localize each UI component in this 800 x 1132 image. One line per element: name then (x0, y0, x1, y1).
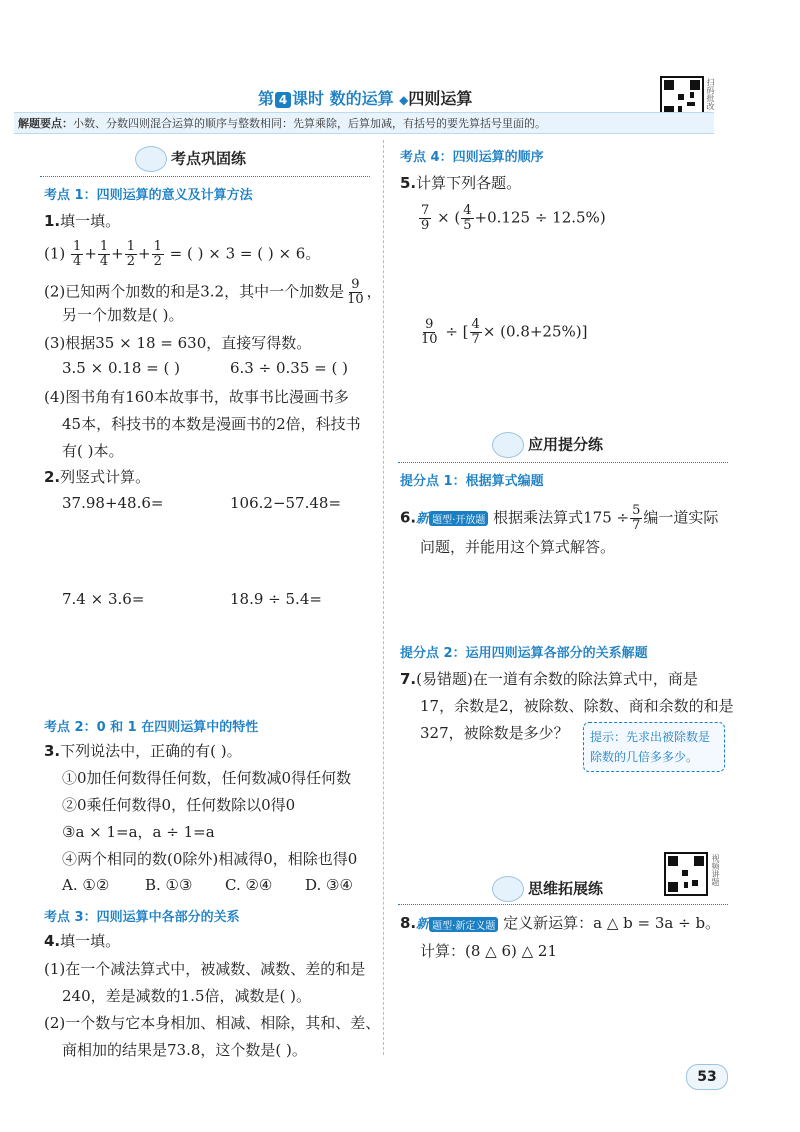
knowledge-point-1: 考点 1：四则运算的意义及计算方法 (44, 188, 253, 203)
denominator: 10 (347, 292, 364, 307)
q-text: 填一填。 (60, 212, 121, 230)
denominator: 5 (463, 218, 472, 233)
fraction (345, 278, 366, 307)
question-6 (400, 504, 718, 533)
title-suffix: 四则运算 (408, 89, 473, 108)
q-text: 计算下列各题。 (416, 174, 522, 192)
q-text: (易错题)在一道有余数的除法算式中，商是 (416, 670, 698, 688)
numerator: 1 (153, 239, 162, 254)
video-label: 视频讲题 (711, 854, 720, 886)
expression-5a[interactable] (418, 204, 606, 233)
numerator: 1 (99, 239, 109, 254)
calc-c[interactable]: 7.4 × 3.6= (62, 590, 145, 608)
q-text: (2)已知两个加数的和是3.2，其中一个加数是 (44, 282, 345, 301)
knowledge-point-4: 考点 4：四则运算的顺序 (400, 150, 544, 165)
title-prefix: 第 (258, 89, 275, 108)
question-4-1-a: (1)在一个减法算式中，被减数、减数、差的和是 (44, 960, 366, 978)
numerator: 4 (463, 203, 472, 218)
answer-blank[interactable]: = ( ) × 3 = ( ) × 6。 (169, 244, 321, 263)
question-1-3-c[interactable]: 6.3 ÷ 0.35 = ( ) (230, 359, 348, 377)
denominator: 10 (421, 332, 438, 347)
q-text: 根据乘法算式175 ÷ (493, 508, 630, 527)
question-4-2-a: (2)一个数与它本身相加、相减、相除，其和、差、 (44, 1014, 381, 1032)
arrow-icon: ◆ (399, 93, 409, 107)
statement-2: ②0乘任何数得0，任何数除以0得0 (62, 796, 296, 814)
denominator: 4 (99, 254, 109, 269)
qr-label: 扫码批改 (706, 78, 715, 110)
section-title-text: 考点巩固练 (171, 149, 247, 168)
question-6-b: 问题，并能用这个算式解答。 (420, 538, 616, 556)
expression-5b[interactable] (418, 318, 587, 347)
page-title (258, 86, 472, 109)
question-1-2-b[interactable]: 另一个加数是( )。 (62, 306, 184, 324)
column-divider (383, 140, 384, 1055)
fraction (98, 240, 110, 269)
hint-line-2: 除数的几倍多多少。 (590, 750, 699, 764)
knowledge-point-2: 考点 2：0 和 1 在四则运算中的特性 (44, 720, 259, 735)
tips-label: 解题要点： (18, 117, 73, 130)
denominator: 2 (126, 254, 136, 269)
q-text-2: 编一道实际 (643, 508, 719, 527)
question-7 (400, 668, 698, 689)
tips (18, 115, 546, 131)
question-type-tag: 题型·开放题 (429, 511, 488, 526)
denominator: 2 (153, 254, 162, 269)
q-number: 4. (44, 932, 61, 950)
plus: + (84, 244, 97, 263)
improve-point-2: 提分点 2：运用四则运算各部分的关系解题 (400, 646, 648, 661)
section-title-text: 应用提分练 (528, 435, 604, 454)
operator: × ( (437, 208, 461, 227)
question-1-3-b[interactable]: 3.5 × 0.18 = ( ) (62, 359, 180, 377)
q-text: 列竖式计算。 (60, 468, 151, 486)
expression-tail: +0.125 ÷ 12.5%) (474, 208, 606, 227)
q-text: 定义新运算：a △ b = 3a ÷ b。 (503, 914, 721, 932)
question-8 (400, 912, 720, 933)
question-7-c: 327，被除数是多少？ (420, 724, 569, 742)
question-7-b: 17，余数是2，被除数、除数、商和余数的和是 (420, 697, 734, 715)
question-1 (44, 210, 120, 231)
statement-3: ③a × 1=a，a ÷ 1=a (62, 823, 215, 841)
hint-line-1: 提示：先求出被除数是 (590, 730, 711, 744)
new-badge: 新 (416, 511, 430, 527)
tips-text: 小数、分数四则混合运算的顺序与整数相同：先算乘除，后算加减，有括号的要先算括号里面的。 (73, 117, 546, 130)
divider (398, 904, 728, 905)
option-c[interactable]: C. ②④ (225, 876, 273, 894)
plus: + (111, 244, 124, 263)
fraction (461, 204, 473, 233)
option-a[interactable]: A. ①② (62, 876, 110, 894)
question-1-1 (44, 240, 320, 269)
question-3 (44, 740, 242, 761)
video-qr-code[interactable] (664, 852, 708, 896)
mascot-icon (492, 432, 524, 458)
question-2 (44, 466, 150, 487)
denominator: 7 (632, 518, 641, 533)
q-number: 6. (400, 508, 417, 527)
plus: + (138, 244, 151, 263)
statement-1: ①0加任何数得任何数，任何数减0得任何数 (62, 769, 352, 787)
knowledge-point-3: 考点 3：四则运算中各部分的关系 (44, 910, 240, 925)
fraction (419, 204, 431, 233)
question-1-4-b: 45本，科技书的本数是漫画书的2倍，科技书 (62, 415, 361, 433)
title-mid: 课时 数的运算 (292, 89, 394, 108)
expression-tail: × (0.8+25%)] (482, 322, 588, 341)
q-text[interactable]: 下列说法中，正确的有( )。 (60, 742, 242, 760)
fraction (125, 240, 137, 269)
calc-a[interactable]: 37.98+48.6= (62, 494, 164, 512)
numerator: 9 (425, 317, 434, 332)
q-number: 5. (400, 174, 417, 192)
option-b[interactable]: B. ①③ (145, 876, 193, 894)
question-4-1-b[interactable]: 240，差是减数的1.5倍，减数是( )。 (62, 987, 311, 1005)
question-5 (400, 172, 521, 193)
fraction (152, 240, 164, 269)
question-type-tag: 题型·新定义题 (429, 917, 498, 932)
q-number: 8. (400, 914, 417, 932)
operator: ÷ [ (445, 322, 469, 341)
numerator: 5 (632, 503, 641, 518)
mascot-icon (135, 146, 167, 172)
q-number: 1. (44, 212, 61, 230)
comma: ， (366, 282, 382, 301)
statement-4: ④两个相同的数(0除外)相减得0，相除也得0 (62, 850, 358, 868)
fraction (71, 240, 83, 269)
q-text: 填一填。 (60, 932, 121, 950)
numerator: 4 (471, 317, 480, 332)
numerator: 9 (351, 277, 360, 292)
mascot-icon (492, 876, 524, 902)
fraction (470, 318, 482, 347)
fraction (419, 318, 440, 347)
denominator: 7 (471, 332, 480, 347)
section-title-text: 思维拓展练 (528, 879, 604, 898)
question-1-2 (44, 278, 382, 307)
q-number: 3. (44, 742, 61, 760)
q-number: 7. (400, 670, 417, 688)
divider (398, 462, 728, 463)
question-8-b[interactable]: 计算：(8 △ 6) △ 21 (420, 942, 558, 960)
numerator: 1 (73, 239, 82, 254)
q-number: 2. (44, 468, 61, 486)
question-4 (44, 930, 120, 951)
numerator: 1 (126, 239, 136, 254)
question-4-2-b[interactable]: 商相加的结果是73.8，这个数是( )。 (62, 1041, 307, 1059)
section-title-consolidate (135, 146, 246, 172)
question-1-4-c[interactable]: 有( )本。 (62, 442, 124, 460)
denominator: 4 (73, 254, 82, 269)
item-index: (1) (44, 244, 66, 263)
numerator: 7 (421, 203, 430, 218)
denominator: 9 (421, 218, 430, 233)
section-title-extend (492, 876, 603, 902)
fraction (630, 504, 642, 533)
new-badge: 新 (416, 917, 430, 932)
section-title-apply (492, 432, 603, 458)
improve-point-1: 提分点 1：根据算式编题 (400, 474, 544, 489)
question-1-3: (3)根据35 × 18 = 630，直接写得数。 (44, 334, 312, 352)
lesson-number: 4 (275, 92, 291, 108)
option-d[interactable]: D. ③④ (305, 876, 353, 894)
calc-d[interactable]: 18.9 ÷ 5.4= (230, 590, 322, 608)
question-1-4-a: (4)图书角有160本故事书，故事书比漫画书多 (44, 388, 349, 406)
calc-b[interactable]: 106.2−57.48= (230, 494, 342, 512)
page-number: 53 (686, 1064, 728, 1090)
divider (40, 176, 370, 177)
